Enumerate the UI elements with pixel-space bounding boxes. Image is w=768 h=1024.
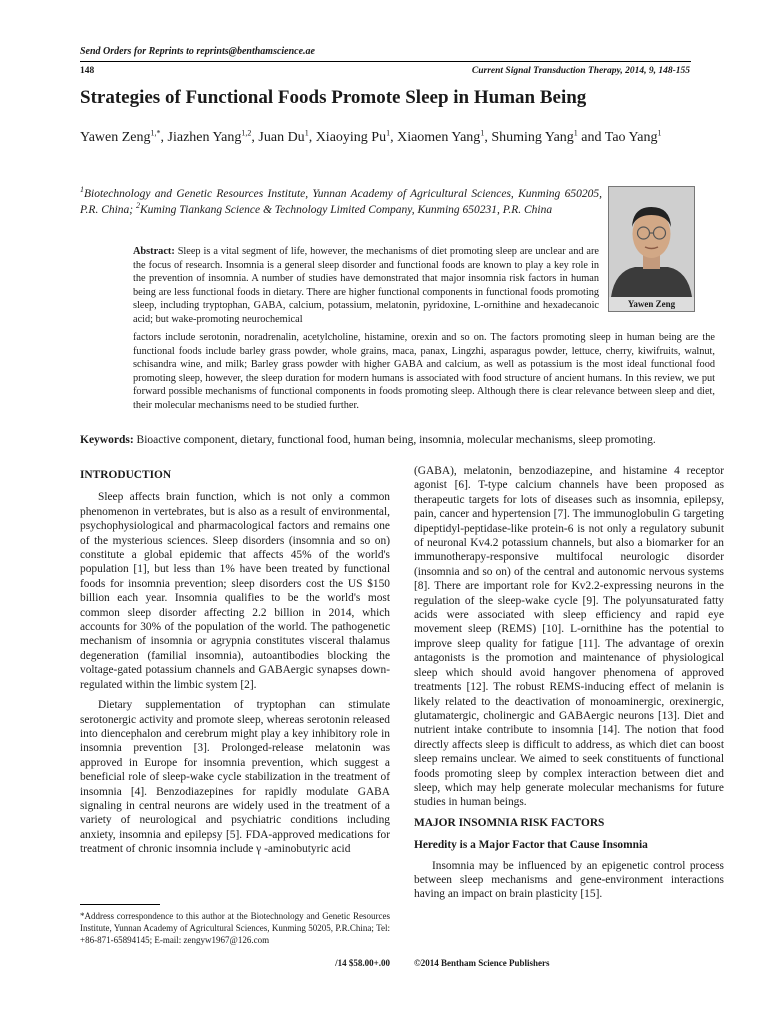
author-separator: , [484, 130, 492, 145]
author-list [80, 128, 700, 148]
author-affiliation-mark: 1 [304, 128, 309, 138]
paragraph: Insomnia may be influenced by an epigenetic control process between sleep mechanisms and gene-environment interactions having an impact on brain plasticity [15]. [414, 859, 724, 901]
photo-caption: Yawen Zeng [609, 297, 694, 311]
affiliation-1: Biotechnology and Genetic Resources Institute, Yunnan Academy of Agricultural Sciences, Kunming 650205, P.R. China; [80, 188, 602, 216]
author[interactable]: Xiaomen Yang [397, 130, 481, 145]
author[interactable]: Jiazhen Yang [167, 130, 242, 145]
author-separator: , [160, 130, 168, 145]
author-affiliation-mark: 1 [573, 128, 578, 138]
paragraph: (GABA), melatonin, benzodiazepine, and histamine 4 receptor agonist [6]. T-type calcium channels have been proposed as therapeutic targets for lots of diseases such as insomnia, epilepsy, pain, cancer and hypertension [7]. The immunoglobulin G targeting dipeptidyl-peptidase-like protein-6 is not only a regulatory subunit of neuronal Kv4.2 potassium channels, but also a biomarker for an immunotherapy-responsive multifocal neurologic disorder (insomnia and so on) of the central and autonomic nervous systems [8]. There are important role for Kv2.2-expressing neurons in the regulation of the sleep-wake cycle [9]. The polyunsaturated fatty acids were associated with sleep efficiency and rapid eye movement sleep (REMS) [10]. L-ornithine has the potential to improve sleep quality for fatigue [11]. The advantage of orexin antagonists is the promotion and maintenance of physiological sleep which should avoid hangover phenomena of approved treatments [12]. The robust REMS-inducing effect of melanin is likely related to the deactivation of monoaminergic, orexinergic, glutamatergic, cholinergic and GABAergic neurons [13]. Diet and nutrient intake contribute to insomnia [14]. The notion that food directly affects sleep is difficult to address, as which diet can boost sleep remains unclear. We aimed to seek constituents of functional foods promoting sleep by complex interaction between diet and sleep, which may help generate molecular mechanisms for future studies in human beings. [414, 465, 724, 809]
author[interactable]: Tao Yang [604, 130, 658, 145]
header-rule [80, 61, 691, 62]
author-affiliation-mark: 1,2 [241, 128, 252, 138]
page-number: 148 [80, 66, 95, 76]
author-separator: , [251, 130, 259, 145]
abstract-first-part [133, 245, 599, 327]
affiliations [80, 186, 602, 218]
author-separator: , [308, 130, 316, 145]
paper-title: Strategies of Functional Foods Promote Sleep in Human Being [80, 87, 587, 108]
abstract-label: Abstract: [133, 246, 175, 257]
author-separator: and [577, 130, 605, 145]
journal-citation: Current Signal Transduction Therapy, 2014, 9, 148-155 [471, 66, 690, 76]
reprint-notice: Send Orders for Reprints to reprints@benthamscience.ae [80, 46, 315, 57]
author-affiliation-mark: 1 [480, 128, 485, 138]
author[interactable]: Shuming Yang [491, 130, 574, 145]
keywords [80, 433, 720, 448]
author-affiliation-mark: 1,* [150, 128, 161, 138]
affiliation-mark: 1 [80, 185, 84, 195]
abstract-text-1: Sleep is a vital segment of life, however, the mechanisms of diet promoting sleep are unclear and are the focus of research. Insomnia is a general sleep disorder and functional foods are known to play a key role in the prevention of insomnia. A number of studies have demonstrated that major insomnia risk factors in human being are less functional foods in dietary. There are higher functional components in functional foods promoting sleep, including tryptophan, GABA, calcium, potassium, melatonin, pyridoxine, L-ornithine and hexadecanoic acid; but wake-promoting neurochemical [133, 246, 599, 325]
footnote-rule [80, 904, 160, 905]
right-column [414, 464, 724, 908]
author-separator: , [390, 130, 398, 145]
subsection-heading: Heredity is a Major Factor that Cause Insomnia [414, 839, 648, 852]
author[interactable]: Xiaoying Pu [315, 130, 387, 145]
affiliation-2: Kuming Tiankang Science & Technology Limited Company, Kunming 650231, P.R. China [140, 204, 553, 216]
author-photo [609, 187, 694, 297]
author[interactable]: Yawen Zeng [80, 130, 151, 145]
copyright-notice: ©2014 Bentham Science Publishers [414, 958, 550, 968]
author-photo-frame [608, 186, 695, 312]
correspondence-footnote: *Address correspondence to this author at the Biotechnology and Genetic Resources Institute, Yunnan Academy of Agricultural Sciences, Kunming 50205, P.R.China; Tel: +86-871-65894145; E-mail: zengyw1967@126.com [80, 911, 390, 945]
author-affiliation-mark: 1 [657, 128, 662, 138]
affiliation-mark: 2 [136, 201, 141, 211]
author-affiliation-mark: 1 [386, 128, 391, 138]
paragraph: Dietary supplementation of tryptophan can stimulate serotonergic activity and promote sleep, whereas serotonin released into diencephalon and cerebrum might play a key inhibitory role in insomnia prevention [3]. Prolonged-release melatonin was approved in Europe for insomnia prevention, which suggest a beneficial role of sleep-wake cycle stabilization in the treatment of insomnia [4]. Benzodiazepines for rapidly modulate GABA signaling in central neurons are widely used in the treatment of a variety of neurological and psychiatric conditions including anxiety, insomnia and epilepsy [5]. FDA-approved medications for treatment of chronic insomnia include γ -aminobutyric acid [80, 699, 390, 856]
portrait-image [609, 187, 694, 297]
keywords-text: Bioactive component, dietary, functional food, human being, insomnia, molecular mechanisms, sleep promoting. [136, 434, 656, 446]
section-heading: MAJOR INSOMNIA RISK FACTORS [414, 816, 605, 829]
paragraph: Sleep affects brain function, which is not only a common phenomenon in vertebrates, but is also as a result of environmental, psychophysiological and pharmacological factors and remains one of the mysterious sciences. Sleep disorders (insomnia and so on) constitute a global epidemic that affects 45% of the world's population [1], but less than 1% have been treated by functional foods for insomnia prevention; sleep disorders cost the US $150 billion each year. Insomnia qualifies to be the world's most common sleep disorder affecting 2.2 billion in 2014, which accounts for 30% of the population of the world. The pathogenetic mechanism of insomnia or agrypnia constitutes visceral thalamus degeneration (familial insomnia), autoantibodies blocking the voltage-gated potassium channels and GABAergic synapses down-regulated within the limbic system [2]. [80, 491, 390, 691]
abstract-second-part: factors include serotonin, noradrenalin, acetylcholine, histamine, orexin and so on. The factors promoting sleep in human being are the functional foods include barley grass powder, whole grains, maca, panax, Lingzhi, asparagus powder, lettuce, cherry, kiwifruits, walnut, schisandra wine, and milk; Barley grass powder with higher GABA and calcium, as well as potassium is the most ideal functional food promoting sleep, however, the sleep duration for modern humans is associated with food structure of ancient humans. In this review, we put forward possible mechanisms of functional components in foods promoting sleep. Although there is clear relevance between sleep and diet, their molecular mechanisms need to be studied further. [133, 332, 715, 411]
introduction-heading: INTRODUCTION [80, 469, 172, 481]
left-column [80, 464, 390, 863]
author[interactable]: Juan Du [258, 130, 305, 145]
keywords-label: Keywords: [80, 434, 134, 446]
price-code: /14 $58.00+.00 [335, 958, 390, 968]
